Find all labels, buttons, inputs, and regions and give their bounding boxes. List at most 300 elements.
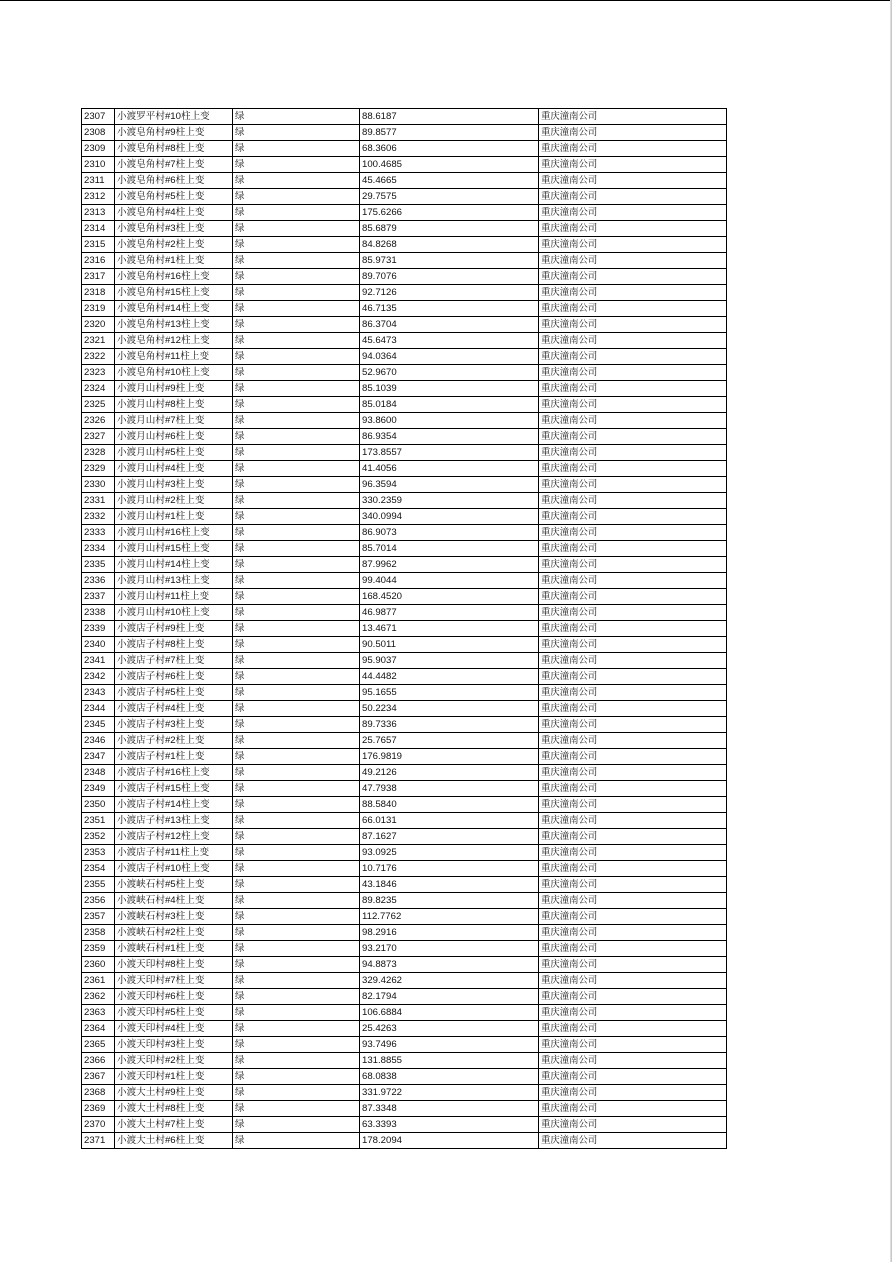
status-cell: 绿	[233, 1037, 360, 1053]
transformer-name-cell: 小渡大土村#9柱上变	[115, 1085, 233, 1101]
status-cell: 绿	[233, 1117, 360, 1133]
status-cell: 绿	[233, 685, 360, 701]
company-cell: 重庆潼南公司	[539, 749, 727, 765]
company-cell: 重庆潼南公司	[539, 1101, 727, 1117]
status-cell: 绿	[233, 909, 360, 925]
table-row	[82, 701, 727, 717]
value-cell: 89.8577	[360, 125, 539, 141]
table-row	[82, 381, 727, 397]
transformer-name-cell: 小渡皂角村#14柱上变	[115, 301, 233, 317]
transformer-name-cell: 小渡天印村#3柱上变	[115, 1037, 233, 1053]
company-cell: 重庆潼南公司	[539, 253, 727, 269]
table-row	[82, 541, 727, 557]
table-row	[82, 141, 727, 157]
value-cell: 92.7126	[360, 285, 539, 301]
status-cell: 绿	[233, 125, 360, 141]
status-cell: 绿	[233, 461, 360, 477]
row-index-cell: 2325	[82, 397, 115, 413]
company-cell: 重庆潼南公司	[539, 509, 727, 525]
status-cell: 绿	[233, 205, 360, 221]
row-index-cell: 2342	[82, 669, 115, 685]
status-cell: 绿	[233, 653, 360, 669]
transformer-name-cell: 小渡店子村#15柱上变	[115, 781, 233, 797]
table-row	[82, 1069, 727, 1085]
table-row	[82, 477, 727, 493]
company-cell: 重庆潼南公司	[539, 429, 727, 445]
company-cell: 重庆潼南公司	[539, 157, 727, 173]
table-row	[82, 861, 727, 877]
company-cell: 重庆潼南公司	[539, 1117, 727, 1133]
table-row	[82, 717, 727, 733]
value-cell: 85.9731	[360, 253, 539, 269]
table-row	[82, 1101, 727, 1117]
table-row	[82, 365, 727, 381]
table-row	[82, 765, 727, 781]
status-cell: 绿	[233, 717, 360, 733]
value-cell: 29.7575	[360, 189, 539, 205]
table-row	[82, 205, 727, 221]
transformer-name-cell: 小渡天印村#6柱上变	[115, 989, 233, 1005]
row-index-cell: 2322	[82, 349, 115, 365]
table-row	[82, 973, 727, 989]
row-index-cell: 2317	[82, 269, 115, 285]
status-cell: 绿	[233, 141, 360, 157]
status-cell: 绿	[233, 877, 360, 893]
transformer-name-cell: 小渡峡石村#3柱上变	[115, 909, 233, 925]
company-cell: 重庆潼南公司	[539, 813, 727, 829]
transformer-name-cell: 小渡皂角村#3柱上变	[115, 221, 233, 237]
company-cell: 重庆潼南公司	[539, 237, 727, 253]
row-index-cell: 2321	[82, 333, 115, 349]
value-cell: 93.7496	[360, 1037, 539, 1053]
table-row	[82, 1053, 727, 1069]
table-row	[82, 509, 727, 525]
value-cell: 100.4685	[360, 157, 539, 173]
value-cell: 85.1039	[360, 381, 539, 397]
value-cell: 25.7657	[360, 733, 539, 749]
transformer-name-cell: 小渡皂角村#2柱上变	[115, 237, 233, 253]
company-cell: 重庆潼南公司	[539, 461, 727, 477]
status-cell: 绿	[233, 813, 360, 829]
table-row	[82, 621, 727, 637]
company-cell: 重庆潼南公司	[539, 1085, 727, 1101]
table-row	[82, 637, 727, 653]
row-index-cell: 2330	[82, 477, 115, 493]
value-cell: 94.0364	[360, 349, 539, 365]
status-cell: 绿	[233, 397, 360, 413]
value-cell: 131.8855	[360, 1053, 539, 1069]
transformer-name-cell: 小渡皂角村#12柱上变	[115, 333, 233, 349]
row-index-cell: 2346	[82, 733, 115, 749]
row-index-cell: 2318	[82, 285, 115, 301]
table-row	[82, 1005, 727, 1021]
value-cell: 45.6473	[360, 333, 539, 349]
status-cell: 绿	[233, 541, 360, 557]
row-index-cell: 2350	[82, 797, 115, 813]
transformer-name-cell: 小渡店子村#9柱上变	[115, 621, 233, 637]
transformer-name-cell: 小渡峡石村#2柱上变	[115, 925, 233, 941]
value-cell: 63.3393	[360, 1117, 539, 1133]
row-index-cell: 2370	[82, 1117, 115, 1133]
transformer-name-cell: 小渡月山村#2柱上变	[115, 493, 233, 509]
status-cell: 绿	[233, 845, 360, 861]
transformer-name-cell: 小渡店子村#5柱上变	[115, 685, 233, 701]
status-cell: 绿	[233, 157, 360, 173]
transformer-name-cell: 小渡店子村#7柱上变	[115, 653, 233, 669]
company-cell: 重庆潼南公司	[539, 1037, 727, 1053]
row-index-cell: 2351	[82, 813, 115, 829]
transformer-name-cell: 小渡月山村#4柱上变	[115, 461, 233, 477]
company-cell: 重庆潼南公司	[539, 445, 727, 461]
status-cell: 绿	[233, 973, 360, 989]
value-cell: 84.8268	[360, 237, 539, 253]
status-cell: 绿	[233, 269, 360, 285]
table-row	[82, 813, 727, 829]
row-index-cell: 2328	[82, 445, 115, 461]
value-cell: 90.5011	[360, 637, 539, 653]
table-row	[82, 461, 727, 477]
table-row	[82, 1133, 727, 1149]
table-row	[82, 877, 727, 893]
value-cell: 93.2170	[360, 941, 539, 957]
value-cell: 331.9722	[360, 1085, 539, 1101]
table-row	[82, 333, 727, 349]
company-cell: 重庆潼南公司	[539, 1069, 727, 1085]
table-row	[82, 845, 727, 861]
value-cell: 99.4044	[360, 573, 539, 589]
row-index-cell: 2345	[82, 717, 115, 733]
company-cell: 重庆潼南公司	[539, 557, 727, 573]
value-cell: 66.0131	[360, 813, 539, 829]
company-cell: 重庆潼南公司	[539, 109, 727, 125]
transformer-name-cell: 小渡皂角村#16柱上变	[115, 269, 233, 285]
transformer-name-cell: 小渡月山村#3柱上变	[115, 477, 233, 493]
transformer-name-cell: 小渡皂角村#4柱上变	[115, 205, 233, 221]
value-cell: 178.2094	[360, 1133, 539, 1149]
status-cell: 绿	[233, 861, 360, 877]
status-cell: 绿	[233, 365, 360, 381]
table-row	[82, 525, 727, 541]
status-cell: 绿	[233, 349, 360, 365]
table-row	[82, 925, 727, 941]
company-cell: 重庆潼南公司	[539, 685, 727, 701]
transformer-name-cell: 小渡皂角村#8柱上变	[115, 141, 233, 157]
table-row	[82, 445, 727, 461]
row-index-cell: 2319	[82, 301, 115, 317]
row-index-cell: 2353	[82, 845, 115, 861]
transformer-name-cell: 小渡皂角村#15柱上变	[115, 285, 233, 301]
status-cell: 绿	[233, 429, 360, 445]
value-cell: 176.9819	[360, 749, 539, 765]
value-cell: 82.1794	[360, 989, 539, 1005]
row-index-cell: 2349	[82, 781, 115, 797]
status-cell: 绿	[233, 925, 360, 941]
row-index-cell: 2327	[82, 429, 115, 445]
table-row	[82, 909, 727, 925]
row-index-cell: 2355	[82, 877, 115, 893]
company-cell: 重庆潼南公司	[539, 477, 727, 493]
company-cell: 重庆潼南公司	[539, 269, 727, 285]
table-row	[82, 1021, 727, 1037]
transformer-name-cell: 小渡月山村#15柱上变	[115, 541, 233, 557]
value-cell: 86.3704	[360, 317, 539, 333]
transformer-name-cell: 小渡月山村#6柱上变	[115, 429, 233, 445]
company-cell: 重庆潼南公司	[539, 1133, 727, 1149]
value-cell: 46.7135	[360, 301, 539, 317]
table-row	[82, 749, 727, 765]
value-cell: 47.7938	[360, 781, 539, 797]
row-index-cell: 2363	[82, 1005, 115, 1021]
table-row	[82, 573, 727, 589]
table-row	[82, 797, 727, 813]
value-cell: 88.6187	[360, 109, 539, 125]
value-cell: 89.8235	[360, 893, 539, 909]
company-cell: 重庆潼南公司	[539, 941, 727, 957]
status-cell: 绿	[233, 493, 360, 509]
row-index-cell: 2367	[82, 1069, 115, 1085]
status-cell: 绿	[233, 829, 360, 845]
company-cell: 重庆潼南公司	[539, 1021, 727, 1037]
table-row	[82, 125, 727, 141]
row-index-cell: 2314	[82, 221, 115, 237]
company-cell: 重庆潼南公司	[539, 221, 727, 237]
row-index-cell: 2313	[82, 205, 115, 221]
company-cell: 重庆潼南公司	[539, 189, 727, 205]
transformer-name-cell: 小渡皂角村#5柱上变	[115, 189, 233, 205]
row-index-cell: 2312	[82, 189, 115, 205]
transformer-name-cell: 小渡店子村#8柱上变	[115, 637, 233, 653]
table-row	[82, 589, 727, 605]
company-cell: 重庆潼南公司	[539, 381, 727, 397]
status-cell: 绿	[233, 221, 360, 237]
company-cell: 重庆潼南公司	[539, 781, 727, 797]
row-index-cell: 2362	[82, 989, 115, 1005]
status-cell: 绿	[233, 781, 360, 797]
company-cell: 重庆潼南公司	[539, 989, 727, 1005]
table-row	[82, 1085, 727, 1101]
status-cell: 绿	[233, 413, 360, 429]
status-cell: 绿	[233, 381, 360, 397]
row-index-cell: 2356	[82, 893, 115, 909]
row-index-cell: 2333	[82, 525, 115, 541]
company-cell: 重庆潼南公司	[539, 525, 727, 541]
company-cell: 重庆潼南公司	[539, 797, 727, 813]
company-cell: 重庆潼南公司	[539, 141, 727, 157]
value-cell: 173.8557	[360, 445, 539, 461]
company-cell: 重庆潼南公司	[539, 541, 727, 557]
value-cell: 329.4262	[360, 973, 539, 989]
company-cell: 重庆潼南公司	[539, 893, 727, 909]
value-cell: 89.7076	[360, 269, 539, 285]
value-cell: 43.1846	[360, 877, 539, 893]
company-cell: 重庆潼南公司	[539, 845, 727, 861]
status-cell: 绿	[233, 317, 360, 333]
company-cell: 重庆潼南公司	[539, 1005, 727, 1021]
value-cell: 86.9073	[360, 525, 539, 541]
table-row	[82, 669, 727, 685]
value-cell: 45.4665	[360, 173, 539, 189]
company-cell: 重庆潼南公司	[539, 285, 727, 301]
transformer-name-cell: 小渡皂角村#10柱上变	[115, 365, 233, 381]
table-row	[82, 733, 727, 749]
value-cell: 106.6884	[360, 1005, 539, 1021]
value-cell: 96.3594	[360, 477, 539, 493]
table-row	[82, 941, 727, 957]
value-cell: 49.2126	[360, 765, 539, 781]
company-cell: 重庆潼南公司	[539, 957, 727, 973]
transformer-name-cell: 小渡峡石村#1柱上变	[115, 941, 233, 957]
table-row	[82, 605, 727, 621]
transformer-name-cell: 小渡月山村#9柱上变	[115, 381, 233, 397]
company-cell: 重庆潼南公司	[539, 861, 727, 877]
company-cell: 重庆潼南公司	[539, 605, 727, 621]
row-index-cell: 2310	[82, 157, 115, 173]
value-cell: 44.4482	[360, 669, 539, 685]
row-index-cell: 2324	[82, 381, 115, 397]
row-index-cell: 2344	[82, 701, 115, 717]
status-cell: 绿	[233, 509, 360, 525]
transformer-name-cell: 小渡天印村#5柱上变	[115, 1005, 233, 1021]
company-cell: 重庆潼南公司	[539, 973, 727, 989]
company-cell: 重庆潼南公司	[539, 493, 727, 509]
value-cell: 87.3348	[360, 1101, 539, 1117]
company-cell: 重庆潼南公司	[539, 765, 727, 781]
value-cell: 87.9962	[360, 557, 539, 573]
table-row	[82, 653, 727, 669]
value-cell: 68.3606	[360, 141, 539, 157]
transformer-name-cell: 小渡大土村#8柱上变	[115, 1101, 233, 1117]
table-row	[82, 109, 727, 125]
row-index-cell: 2334	[82, 541, 115, 557]
transformer-name-cell: 小渡店子村#12柱上变	[115, 829, 233, 845]
row-index-cell: 2354	[82, 861, 115, 877]
transformer-name-cell: 小渡天印村#1柱上变	[115, 1069, 233, 1085]
transformer-name-cell: 小渡月山村#8柱上变	[115, 397, 233, 413]
transformer-name-cell: 小渡店子村#3柱上变	[115, 717, 233, 733]
row-index-cell: 2365	[82, 1037, 115, 1053]
transformer-name-cell: 小渡峡石村#4柱上变	[115, 893, 233, 909]
value-cell: 95.1655	[360, 685, 539, 701]
status-cell: 绿	[233, 797, 360, 813]
table-row	[82, 829, 727, 845]
status-cell: 绿	[233, 701, 360, 717]
company-cell: 重庆潼南公司	[539, 669, 727, 685]
transformer-name-cell: 小渡皂角村#11柱上变	[115, 349, 233, 365]
status-cell: 绿	[233, 1053, 360, 1069]
value-cell: 13.4671	[360, 621, 539, 637]
value-cell: 85.0184	[360, 397, 539, 413]
value-cell: 175.6266	[360, 205, 539, 221]
page-top-border	[0, 0, 892, 1]
table-row	[82, 1117, 727, 1133]
status-cell: 绿	[233, 1133, 360, 1149]
value-cell: 112.7762	[360, 909, 539, 925]
value-cell: 85.6879	[360, 221, 539, 237]
table-row	[82, 173, 727, 189]
table-row	[82, 957, 727, 973]
row-index-cell: 2368	[82, 1085, 115, 1101]
transformer-name-cell: 小渡月山村#7柱上变	[115, 413, 233, 429]
transformer-name-cell: 小渡皂角村#7柱上变	[115, 157, 233, 173]
value-cell: 98.2916	[360, 925, 539, 941]
transformer-name-cell: 小渡大土村#7柱上变	[115, 1117, 233, 1133]
transformer-name-cell: 小渡月山村#11柱上变	[115, 589, 233, 605]
value-cell: 10.7176	[360, 861, 539, 877]
status-cell: 绿	[233, 173, 360, 189]
transformer-name-cell: 小渡峡石村#5柱上变	[115, 877, 233, 893]
company-cell: 重庆潼南公司	[539, 925, 727, 941]
row-index-cell: 2336	[82, 573, 115, 589]
company-cell: 重庆潼南公司	[539, 701, 727, 717]
transformer-status-table	[81, 108, 727, 1149]
transformer-name-cell: 小渡月山村#14柱上变	[115, 557, 233, 573]
company-cell: 重庆潼南公司	[539, 333, 727, 349]
table-row	[82, 237, 727, 253]
status-cell: 绿	[233, 237, 360, 253]
row-index-cell: 2339	[82, 621, 115, 637]
table-row	[82, 317, 727, 333]
row-index-cell: 2323	[82, 365, 115, 381]
status-cell: 绿	[233, 525, 360, 541]
status-cell: 绿	[233, 621, 360, 637]
row-index-cell: 2335	[82, 557, 115, 573]
transformer-name-cell: 小渡皂角村#13柱上变	[115, 317, 233, 333]
row-index-cell: 2326	[82, 413, 115, 429]
row-index-cell: 2341	[82, 653, 115, 669]
table-row	[82, 285, 727, 301]
row-index-cell: 2343	[82, 685, 115, 701]
company-cell: 重庆潼南公司	[539, 733, 727, 749]
company-cell: 重庆潼南公司	[539, 653, 727, 669]
table-row	[82, 989, 727, 1005]
status-cell: 绿	[233, 477, 360, 493]
table-row	[82, 397, 727, 413]
transformer-name-cell: 小渡月山村#1柱上变	[115, 509, 233, 525]
row-index-cell: 2331	[82, 493, 115, 509]
row-index-cell: 2352	[82, 829, 115, 845]
row-index-cell: 2357	[82, 909, 115, 925]
transformer-name-cell: 小渡店子村#1柱上变	[115, 749, 233, 765]
table-row	[82, 557, 727, 573]
row-index-cell: 2366	[82, 1053, 115, 1069]
value-cell: 340.0994	[360, 509, 539, 525]
company-cell: 重庆潼南公司	[539, 397, 727, 413]
row-index-cell: 2360	[82, 957, 115, 973]
company-cell: 重庆潼南公司	[539, 877, 727, 893]
transformer-name-cell: 小渡天印村#2柱上变	[115, 1053, 233, 1069]
value-cell: 94.8873	[360, 957, 539, 973]
status-cell: 绿	[233, 749, 360, 765]
row-index-cell: 2371	[82, 1133, 115, 1149]
value-cell: 86.9354	[360, 429, 539, 445]
status-cell: 绿	[233, 1069, 360, 1085]
status-cell: 绿	[233, 669, 360, 685]
transformer-name-cell: 小渡天印村#4柱上变	[115, 1021, 233, 1037]
row-index-cell: 2316	[82, 253, 115, 269]
company-cell: 重庆潼南公司	[539, 589, 727, 605]
company-cell: 重庆潼南公司	[539, 205, 727, 221]
company-cell: 重庆潼南公司	[539, 1053, 727, 1069]
row-index-cell: 2348	[82, 765, 115, 781]
transformer-name-cell: 小渡大土村#6柱上变	[115, 1133, 233, 1149]
row-index-cell: 2359	[82, 941, 115, 957]
transformer-name-cell: 小渡店子村#2柱上变	[115, 733, 233, 749]
company-cell: 重庆潼南公司	[539, 573, 727, 589]
transformer-name-cell: 小渡罗平村#10柱上变	[115, 109, 233, 125]
row-index-cell: 2307	[82, 109, 115, 125]
table-row	[82, 781, 727, 797]
transformer-name-cell: 小渡月山村#13柱上变	[115, 573, 233, 589]
